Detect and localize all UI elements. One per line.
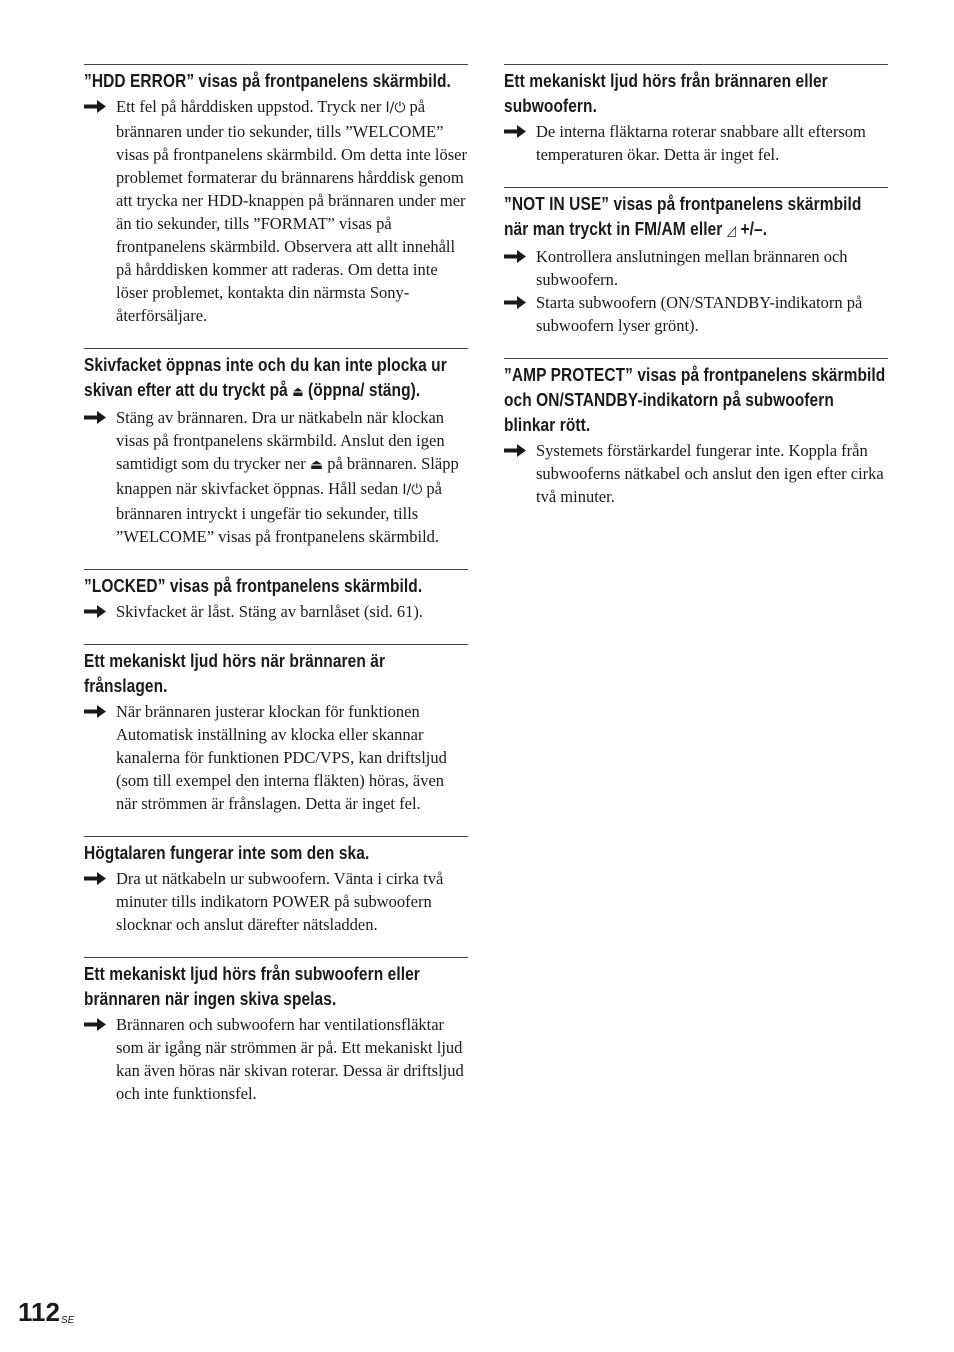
arrow-right-icon [504,250,526,263]
section-heading: Ett mekaniskt ljud hörs från brännaren eller subwoofern. [504,71,828,116]
arrow-right-icon [84,705,106,718]
page-number: $112^{SE}$ [18,1297,75,1327]
left-column [84,64,468,1126]
right-column [504,64,888,529]
section-heading: Ett mekaniskt ljud hörs från subwoofern eller brännaren när ingen skiva spelas. [84,964,420,1009]
section-hdd-error [84,64,468,327]
eject-icon: ⏏ [309,457,324,473]
arrow-right-icon [84,605,106,618]
power-icon: I/⏻ [402,482,423,498]
arrow-right-icon [504,125,526,138]
list-item: Brännaren och subwoofern har ventilationsfläktar som är igång när strömmen är på. Ett mekaniskt ljud kan även höras när skivan roterar. Dessa är driftsljud och inte funktionsfel. [84,1013,468,1105]
power-icon: I/⏻ [385,100,406,116]
section-tray-stuck [84,348,468,548]
list-item: De interna fläktarna roterar snabbare allt eftersom temperaturen ökar. Detta är inget fel. [504,120,888,166]
volume-icon: ◿ [726,223,737,239]
section-heading: Skivfacket öppnas inte och du kan inte plocka ur skivan efter att du tryckt på ⏏ (öppna/ stäng). [84,355,447,400]
list-item: När brännaren justerar klockan för funktionen Automatisk inställning av klocka eller skannar kanalerna för funktionen PDC/VPS, kan driftsljud (som till exempel den interna fläkten) höras, även när strömmen är frånslagen. Detta är inget fel. [84,700,468,815]
eject-icon: ⏏ [292,384,304,400]
arrow-right-icon [84,1018,106,1031]
section-locked [84,569,468,623]
section-not-in-use [504,187,888,337]
list-item: Skivfacket är låst. Stäng av barnlåset (sid. 61). [84,600,468,623]
list-item: Ett fel på hårddisken uppstod. Tryck ner I/⏻ på brännaren under tio sekunder, tills ”WELCOME” visas på frontpanelens skärmbild. Om detta inte löser problemet formaterar du brännarens hårddisk genom att trycka ner HDD-knappen på brännaren under mer än tio sekunder, tills ”FORMAT” visas på frontpanelens skärmbild. Observera att allt innehåll på hårddisken kommer att raderas. Om detta inte löser problemet, kontakta din närmsta Sony-återförsäljare. [84,95,468,327]
list-item: Dra ut nätkabeln ur subwoofern. Vänta i cirka två minuter tills indikatorn POWER på subwoofern slocknar och anslut därefter nätsladden. [84,867,468,936]
list-item: Kontrollera anslutningen mellan brännaren och subwoofern. [504,245,888,291]
section-noise-idle [84,957,468,1105]
section-heading: ”AMP PROTECT” visas på frontpanelens skärmbild och ON/STANDBY-indikatorn på subwoofern blinkar rött. [504,365,886,435]
section-heading: ”NOT IN USE” visas på frontpanelens skärmbild när man tryckt in FM/AM eller ◿ +/–. [504,194,862,239]
section-heading: Ett mekaniskt ljud hörs när brännaren är frånslagen. [84,651,386,696]
section-heading: ”LOCKED” visas på frontpanelens skärmbild. [84,576,423,596]
list-item: Starta subwoofern (ON/STANDBY-indikatorn på subwoofern lyser grönt). [504,291,888,337]
section-heading: ”HDD ERROR” visas på frontpanelens skärmbild. [84,71,451,91]
arrow-right-icon [84,100,106,113]
section-speaker [84,836,468,936]
section-noise-off [84,644,468,815]
list-item: Systemets förstärkardel fungerar inte. Koppla från subwooferns nätkabel och anslut den igen efter cirka två minuter. [504,439,888,508]
page-suffix: SE [60,1315,75,1326]
arrow-right-icon [84,411,106,424]
section-noise-recorder [504,64,888,166]
list-item: Stäng av brännaren. Dra ur nätkabeln när klockan visas på frontpanelens skärmbild. Anslut den igen samtidigt som du trycker ner ⏏ på brännaren. Släpp knappen när skivfacket öppnas. Håll sedan I/⏻ på brännaren intryckt i ungefär tio sekunder, tills ”WELCOME” visas på frontpanelens skärmbild. [84,406,468,548]
section-amp-protect [504,358,888,508]
section-heading: Högtalaren fungerar inte som den ska. [84,843,370,863]
arrow-right-icon [504,444,526,457]
arrow-right-icon [84,872,106,885]
arrow-right-icon [504,296,526,309]
